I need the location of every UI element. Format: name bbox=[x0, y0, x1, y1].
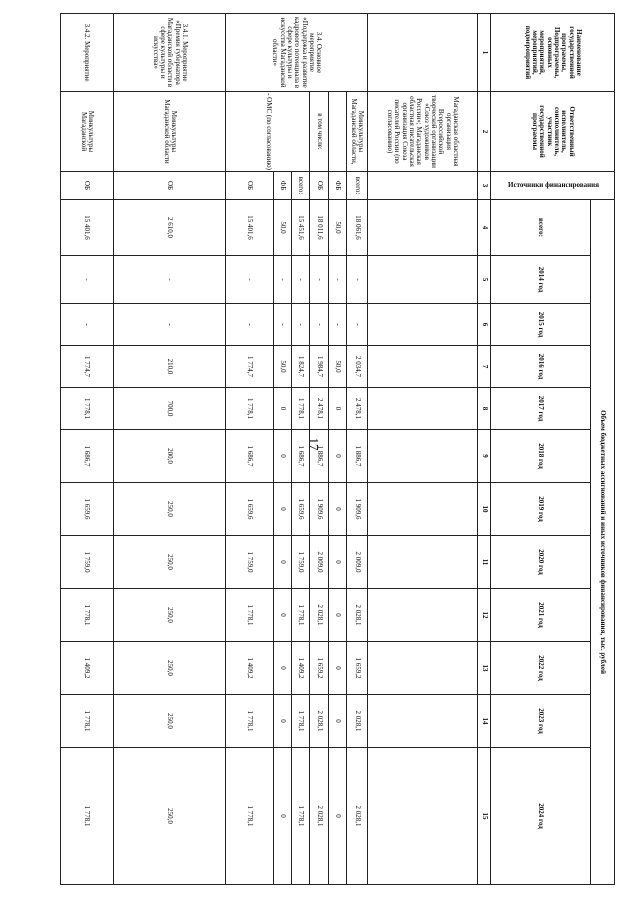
row-name-cell: 3.4.2. Мероприятие bbox=[61, 14, 114, 92]
header-year: 2022 год bbox=[491, 642, 591, 695]
header-year: 2014 год bbox=[491, 256, 591, 304]
table-row: 3.4.2. Мероприятие Минкультуры Магаданской ОБ 15 401,6 - - 1 774,7 1 778,1 1 686,7 1 659,6 1 759,0 1 778,1 1 409,2 1 778,1 1 778,1 bbox=[61, 14, 114, 885]
rotated-table-wrapper bbox=[60, 13, 615, 884]
header-year: 2016 год bbox=[491, 346, 591, 388]
table-row: ФБ 50,0 - - 50,0 0 0 0 0 0 0 0 0 bbox=[328, 14, 346, 885]
row-name-cell: 3.4.1. Мероприятие «Премия губернатора Магаданской области в сфере культуры и искусства» bbox=[113, 14, 226, 92]
page-number: 17 bbox=[306, 437, 322, 451]
header-total: всего: bbox=[491, 200, 591, 256]
table-row: ОБ 15 401,6 - - 1 774,7 1 778,1 1 686,7 1 659,6 1 759,0 1 778,1 1 409,2 1 778,1 1 778,1 bbox=[226, 14, 273, 885]
table-row: - ОМС (по согласованию) всего: 15 451,6 - - 1 824,7 1 778,1 1 686,7 1 659,6 1 759,0 1 778,1 1 409,2 1 778,1 1 778,1 bbox=[292, 14, 310, 885]
col-number: 7 bbox=[478, 346, 491, 388]
header-year: 2021 год bbox=[491, 589, 591, 642]
header-year: 2019 год bbox=[491, 483, 591, 536]
header-year: 2023 год bbox=[491, 695, 591, 748]
table-row: 3.4.1. Мероприятие «Премия губернатора Магаданской области в сфере культуры и искусства» Минкультуры Магаданской области ОБ 2 610,0 - - 210,0 700,0 200,0 250,0 250,0 250,0 250,0 250,0 250,0 bbox=[113, 14, 226, 885]
table-row bbox=[367, 14, 477, 885]
table-row: 3.4. Основное мероприятие «Поддержка и развитие кадрового потенциала в сфере культуры и искусства Магаданской области» Минкультуры Магаданской области, всего: 18 061,6 - - 2 034,7 2 478,1 1 886,7 1 909,6 2 009,0 2 028,1 1 659,2 2 028,1 2 028,1 bbox=[347, 14, 368, 885]
header-source: Источники финансирования bbox=[491, 172, 615, 200]
col-number: 15 bbox=[478, 748, 491, 885]
col-number: 11 bbox=[478, 536, 491, 589]
header-year: 2015 год bbox=[491, 304, 591, 346]
header-program-name: Наименование государственной программы, Подпрограммы, основных мероприятий, мероприятий, подмероприятий bbox=[491, 14, 615, 92]
col-number: 8 bbox=[478, 388, 491, 430]
row-executor-cell bbox=[328, 92, 346, 172]
col-number: 1 bbox=[478, 14, 491, 92]
table-row: ФБ 50,0 - - 50,0 0 0 0 0 0 0 0 0 bbox=[273, 14, 291, 885]
col-number: 5 bbox=[478, 256, 491, 304]
col-number: 12 bbox=[478, 589, 491, 642]
header-year: 2020 год bbox=[491, 536, 591, 589]
row-executor-cell: Минкультуры Магаданской bbox=[61, 92, 114, 172]
col-number: 3 bbox=[478, 172, 491, 200]
row-executor-cell: Магаданская областная организация Всероссийской творческой организации «Союз художников России»; Магаданская областная писательская организация Союза писателей России (по согласованию) bbox=[367, 92, 477, 172]
col-number: 10 bbox=[478, 483, 491, 536]
header-year: 2018 год bbox=[491, 430, 591, 483]
row-executor-cell: Минкультуры Магаданской области bbox=[113, 92, 226, 172]
col-number: 13 bbox=[478, 642, 491, 695]
row-name-cell bbox=[367, 14, 477, 92]
col-number: 6 bbox=[478, 304, 491, 346]
header-funding-group: Объем бюджетных ассигнований и иных источников финансирования, тыс. рублей bbox=[591, 200, 615, 885]
col-number: 14 bbox=[478, 695, 491, 748]
table-row: в том числе: ОБ 18 011,6 - - 1 984,7 2 478,1 1 886,7 1 909,6 2 009,0 2 028,1 1 659,2 2 028,1 2 028,1 bbox=[310, 14, 328, 885]
row-executor-cell: в том числе: bbox=[310, 92, 328, 172]
row-executor-cell: - ОМС (по согласованию) bbox=[226, 92, 310, 172]
col-number: 4 bbox=[478, 200, 491, 256]
row-name-cell: 3.4. Основное мероприятие «Поддержка и развитие кадрового потенциала в сфере культуры и искусства Магаданской области» bbox=[226, 14, 367, 92]
header-executor: Ответственный исполнитель, соисполнитель, участник государственной программы bbox=[491, 92, 615, 172]
header-year: 2017 год bbox=[491, 388, 591, 430]
header-year: 2024 год bbox=[491, 748, 591, 885]
col-number: 2 bbox=[478, 92, 491, 172]
col-number: 9 bbox=[478, 430, 491, 483]
funding-table bbox=[60, 13, 615, 885]
row-executor-cell: Минкультуры Магаданской области, bbox=[347, 92, 368, 172]
column-number-row bbox=[478, 14, 491, 885]
